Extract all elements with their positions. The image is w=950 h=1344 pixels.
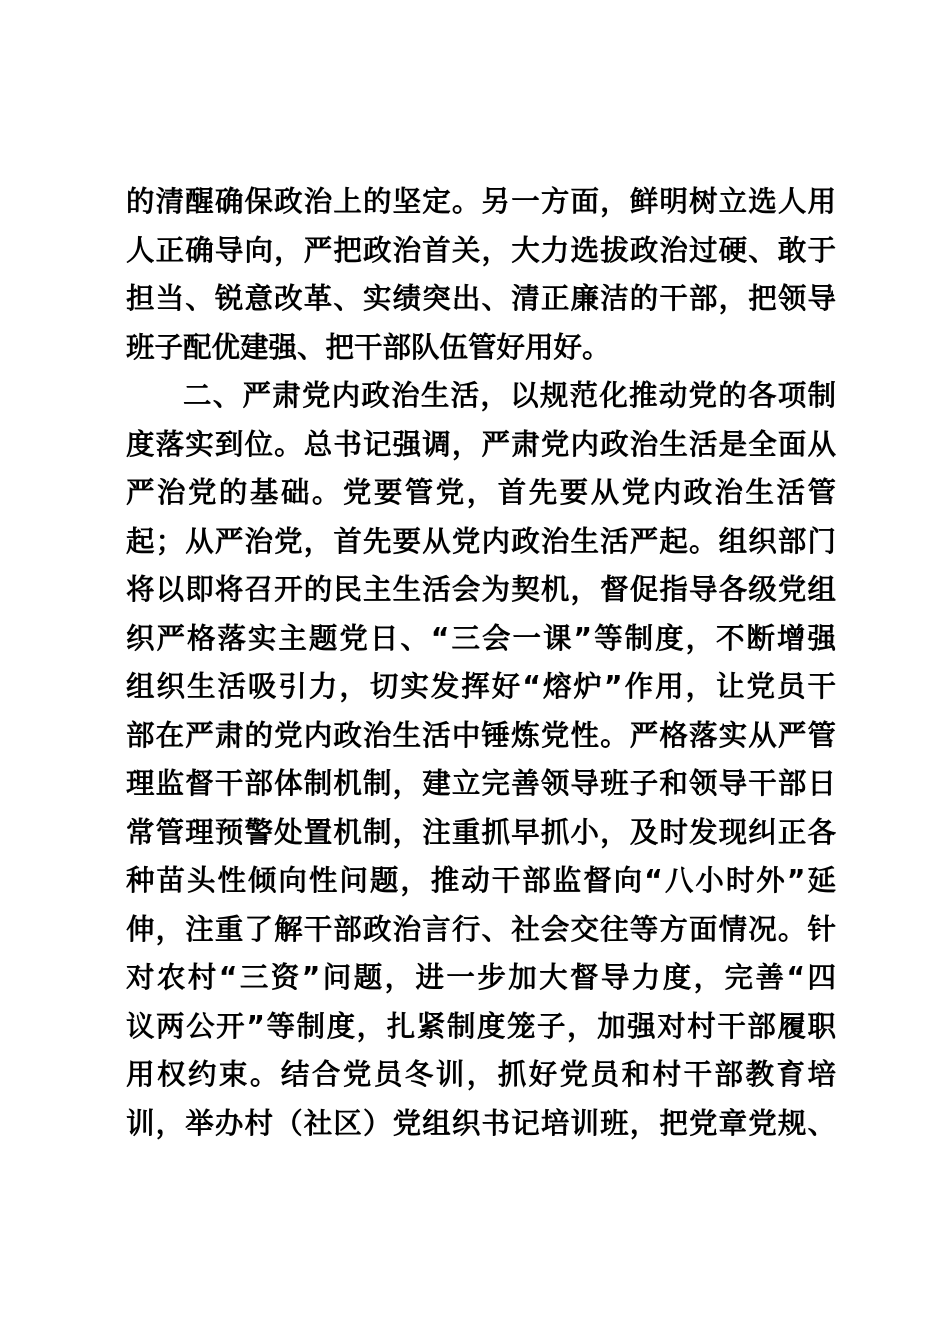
text-line: 担当、锐意改革、实绩突出、清正廉洁的干部，把领导 [126,282,836,315]
section-heading-line: 二、严肃党内政治生活，以规范化推动党的各项制 [183,379,836,412]
text-line: 用权约束。结合党员冬训，抓好党员和村干部教育培 [126,1058,836,1091]
text-line: 组织生活吸引力，切实发挥好“熔炉”作用，让党员干 [126,670,836,703]
text-line: 度落实到位。总书记强调，严肃党内政治生活是全面从 [126,427,836,461]
body-text [126,178,836,1148]
text-line: 将以即将召开的民主生活会为契机，督促指导各级党组 [126,573,836,606]
text-line: 部在严肃的党内政治生活中锤炼党性。严格落实从严管 [126,718,836,752]
text-line: 严治党的基础。党要管党，首先要从党内政治生活管 [126,476,836,509]
text-line: 常管理预警处置机制，注重抓早抓小，及时发现纠正各 [126,815,836,849]
text-line: 起；从严治党，首先要从党内政治生活严起。组织部门 [126,524,836,558]
text-line: 伸，注重了解干部政治言行、社会交往等方面情况。针 [126,912,836,946]
text-line: 人正确导向，严把政治首关，大力选拔政治过硬、敢于 [126,233,836,267]
text-line: 织严格落实主题党日、“三会一课”等制度，不断增强 [126,621,836,655]
text-line: 理监督干部体制机制，建立完善领导班子和领导干部日 [126,767,836,800]
text-line: 的清醒确保政治上的坚定。另一方面，鲜明树立选人用 [126,185,836,218]
text-line: 种苗头性倾向性问题，推动干部监督向“八小时外”延 [126,864,836,897]
text-line: 班子配优建强、把干部队伍管好用好。 [126,330,611,364]
text-line: 训，举办村（社区）党组织书记培训班，把党章党规、 [126,1106,836,1140]
text-line: 对农村“三资”问题，进一步加大督导力度，完善“四 [126,961,836,994]
text-line: 议两公开”等制度，扎紧制度笼子，加强对村干部履职 [126,1009,836,1043]
